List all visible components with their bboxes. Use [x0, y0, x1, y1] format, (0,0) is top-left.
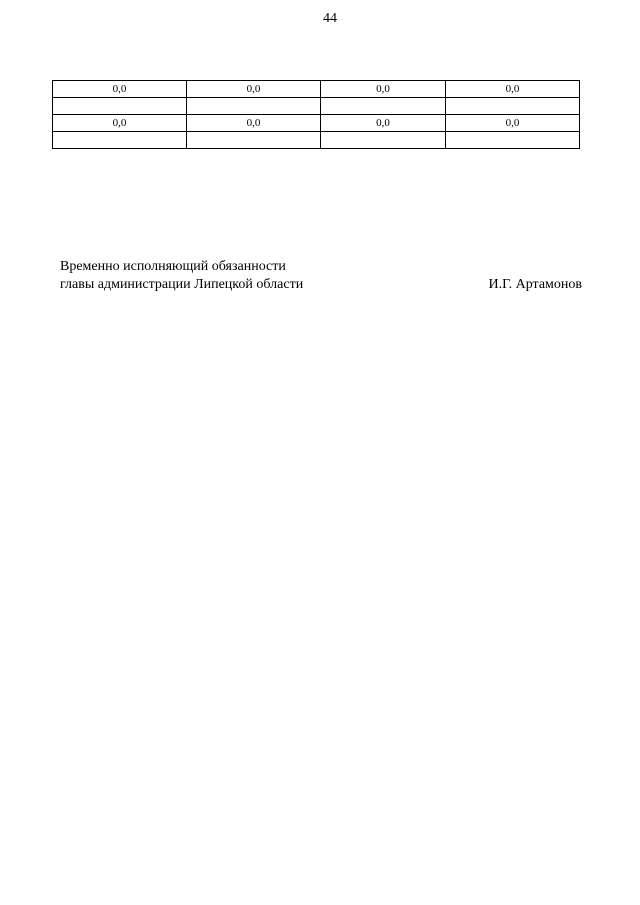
table-cell: 0,0 [321, 115, 446, 132]
table-row [53, 98, 580, 115]
table-cell: 0,0 [446, 115, 580, 132]
table-cell [446, 132, 580, 149]
table-cell [53, 132, 187, 149]
table-cell [321, 132, 446, 149]
signature-block [60, 258, 582, 294]
table-cell [187, 132, 321, 149]
table-cell: 0,0 [446, 81, 580, 98]
signer-name: И.Г. Артамонов [488, 277, 582, 292]
table-cell: 0,0 [187, 81, 321, 98]
table-cell: 0,0 [321, 81, 446, 98]
table-cell: 0,0 [53, 115, 187, 132]
data-table [52, 80, 580, 149]
table-row [53, 115, 580, 132]
signer-position-line-1: Временно исполняющий обязанности [60, 259, 286, 274]
signer-position-line-2: главы администрации Липецкой области [60, 277, 304, 292]
table-cell: 0,0 [53, 81, 187, 98]
table-cell [187, 98, 321, 115]
signature-title-line-1 [60, 258, 582, 276]
table-cell [446, 98, 580, 115]
table-row [53, 81, 580, 98]
table-cell [321, 98, 446, 115]
table-row [53, 132, 580, 149]
signature-title-line-2 [60, 276, 582, 294]
table-cell: 0,0 [187, 115, 321, 132]
page-number: 44 [323, 11, 337, 26]
table-cell [53, 98, 187, 115]
